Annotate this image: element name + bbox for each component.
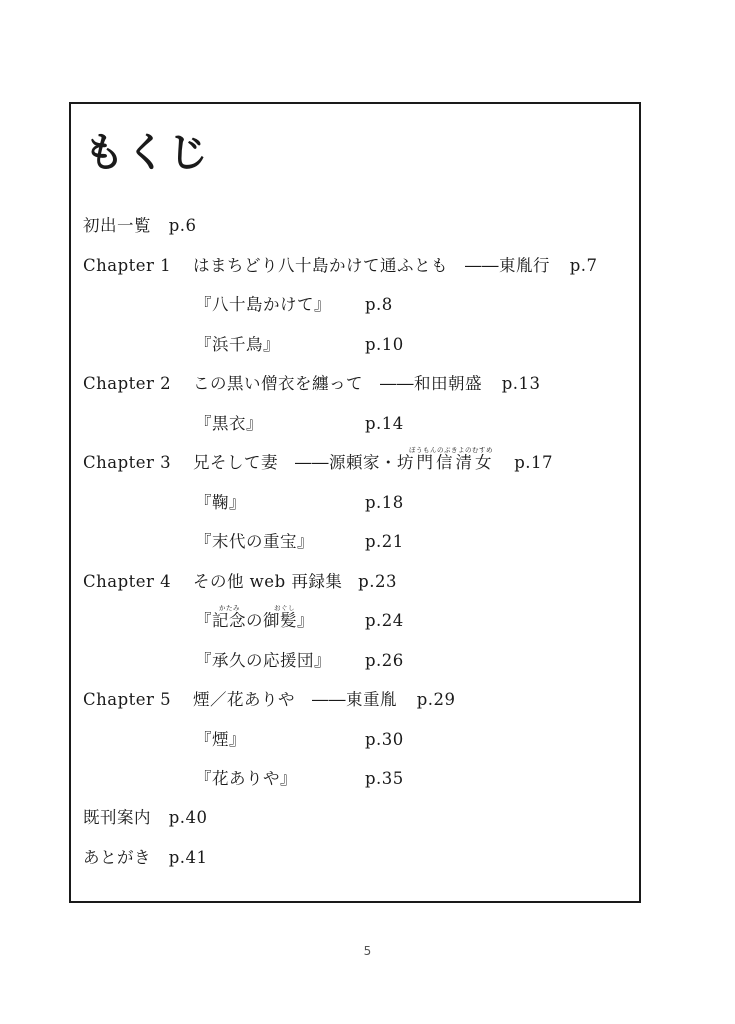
toc-entry-page: p.14 xyxy=(365,414,404,433)
toc-entry-page: p.18 xyxy=(365,493,404,512)
toc-entry-label: 『黒衣』 xyxy=(195,414,263,433)
toc-entry-matsudai[interactable] xyxy=(195,531,314,553)
toc-entry-kemuri[interactable] xyxy=(195,729,246,751)
toc-entry-hamachidori[interactable] xyxy=(195,334,280,356)
chapter-title: 煙／花ありや ――東重胤 xyxy=(192,690,397,709)
toc-entry-hana-ariya[interactable] xyxy=(195,768,297,790)
page-title: もくじ xyxy=(84,130,210,176)
toc-entry-page: p.30 xyxy=(365,730,404,749)
toc-entry-label: 『八十島かけて』 xyxy=(195,295,331,314)
toc-entry-page: p.29 xyxy=(416,690,456,709)
chapter-title: その他 web 再録集 xyxy=(192,572,343,591)
toc-entry-jokyu[interactable] xyxy=(195,650,331,672)
chapter-label: Chapter 2 xyxy=(83,374,172,393)
toc-entry-page: p.8 xyxy=(365,295,393,314)
toc-chapter-2[interactable] xyxy=(83,373,541,395)
furigana: ぼうもんのぶきよのむすめ xyxy=(409,446,493,454)
chapter-label: Chapter 5 xyxy=(83,690,172,709)
furigana: おぐし xyxy=(274,604,295,612)
toc-entry-first-appearance[interactable] xyxy=(83,215,197,237)
chapter-title: 兄そして妻 ――源頼家・ xyxy=(192,453,397,472)
toc-entry-kikan[interactable] xyxy=(83,807,208,829)
toc-entry-page: p.7 xyxy=(569,256,598,275)
toc-entry-label: 『承久の応援団』 xyxy=(195,651,331,670)
toc-entry-kokui[interactable] xyxy=(195,413,263,435)
toc-entry-label-d: 』 xyxy=(297,611,314,630)
toc-entry-katami[interactable] xyxy=(195,610,314,632)
toc-chapter-4[interactable] xyxy=(83,571,397,593)
toc-entry-page: p.26 xyxy=(365,651,404,670)
chapter-label: Chapter 1 xyxy=(83,256,172,275)
toc-entry-page: p.40 xyxy=(168,808,208,827)
toc-chapter-5[interactable] xyxy=(83,689,456,711)
toc-entry-label: あとがき xyxy=(83,848,151,867)
toc-entry-page: p.13 xyxy=(501,374,541,393)
toc-entry-label: 『鞠』 xyxy=(195,493,246,512)
toc-entry-atogaki[interactable] xyxy=(83,847,208,869)
toc-entry-label: 初出一覧 xyxy=(83,216,151,235)
toc-entry-label: 『浜千鳥』 xyxy=(195,335,280,354)
toc-entry-page: p.35 xyxy=(365,769,404,788)
toc-entry-mari[interactable] xyxy=(195,492,246,514)
toc-entry-label: 既刊案内 xyxy=(83,808,151,827)
toc-entry-page: p.41 xyxy=(168,848,208,867)
toc-entry-label: 『末代の重宝』 xyxy=(195,532,314,551)
toc-entry-page: p.24 xyxy=(365,611,404,630)
page-number: 5 xyxy=(363,944,372,958)
toc-entry-yasojima[interactable] xyxy=(195,294,331,316)
chapter-label: Chapter 4 xyxy=(83,572,172,591)
chapter-title: この黒い僧衣を纏って ――和田朝盛 xyxy=(192,374,482,393)
chapter-title-ruby-base: 坊門信清女 xyxy=(396,453,495,472)
toc-entry-label-b: の xyxy=(246,611,263,630)
furigana: かたみ xyxy=(219,604,240,612)
toc-chapter-1[interactable] xyxy=(83,255,598,277)
chapter-label: Chapter 3 xyxy=(83,453,172,472)
chapter-title: はまちどり八十島かけて通ふとも ――東胤行 xyxy=(192,256,550,275)
toc-entry-page: p.21 xyxy=(365,532,404,551)
toc-entry-page: p.23 xyxy=(358,572,397,591)
toc-chapter-3[interactable] xyxy=(83,452,553,474)
toc-entry-page: p.6 xyxy=(168,216,197,235)
toc-entry-label: 『花ありや』 xyxy=(195,769,297,788)
toc-entry-label-c: 御髪 xyxy=(263,611,297,630)
toc-entry-page: p.10 xyxy=(365,335,404,354)
toc-entry-label: 『煙』 xyxy=(195,730,246,749)
toc-entry-page: p.17 xyxy=(514,453,553,472)
toc-entry-label-a: 『記念 xyxy=(195,611,246,630)
